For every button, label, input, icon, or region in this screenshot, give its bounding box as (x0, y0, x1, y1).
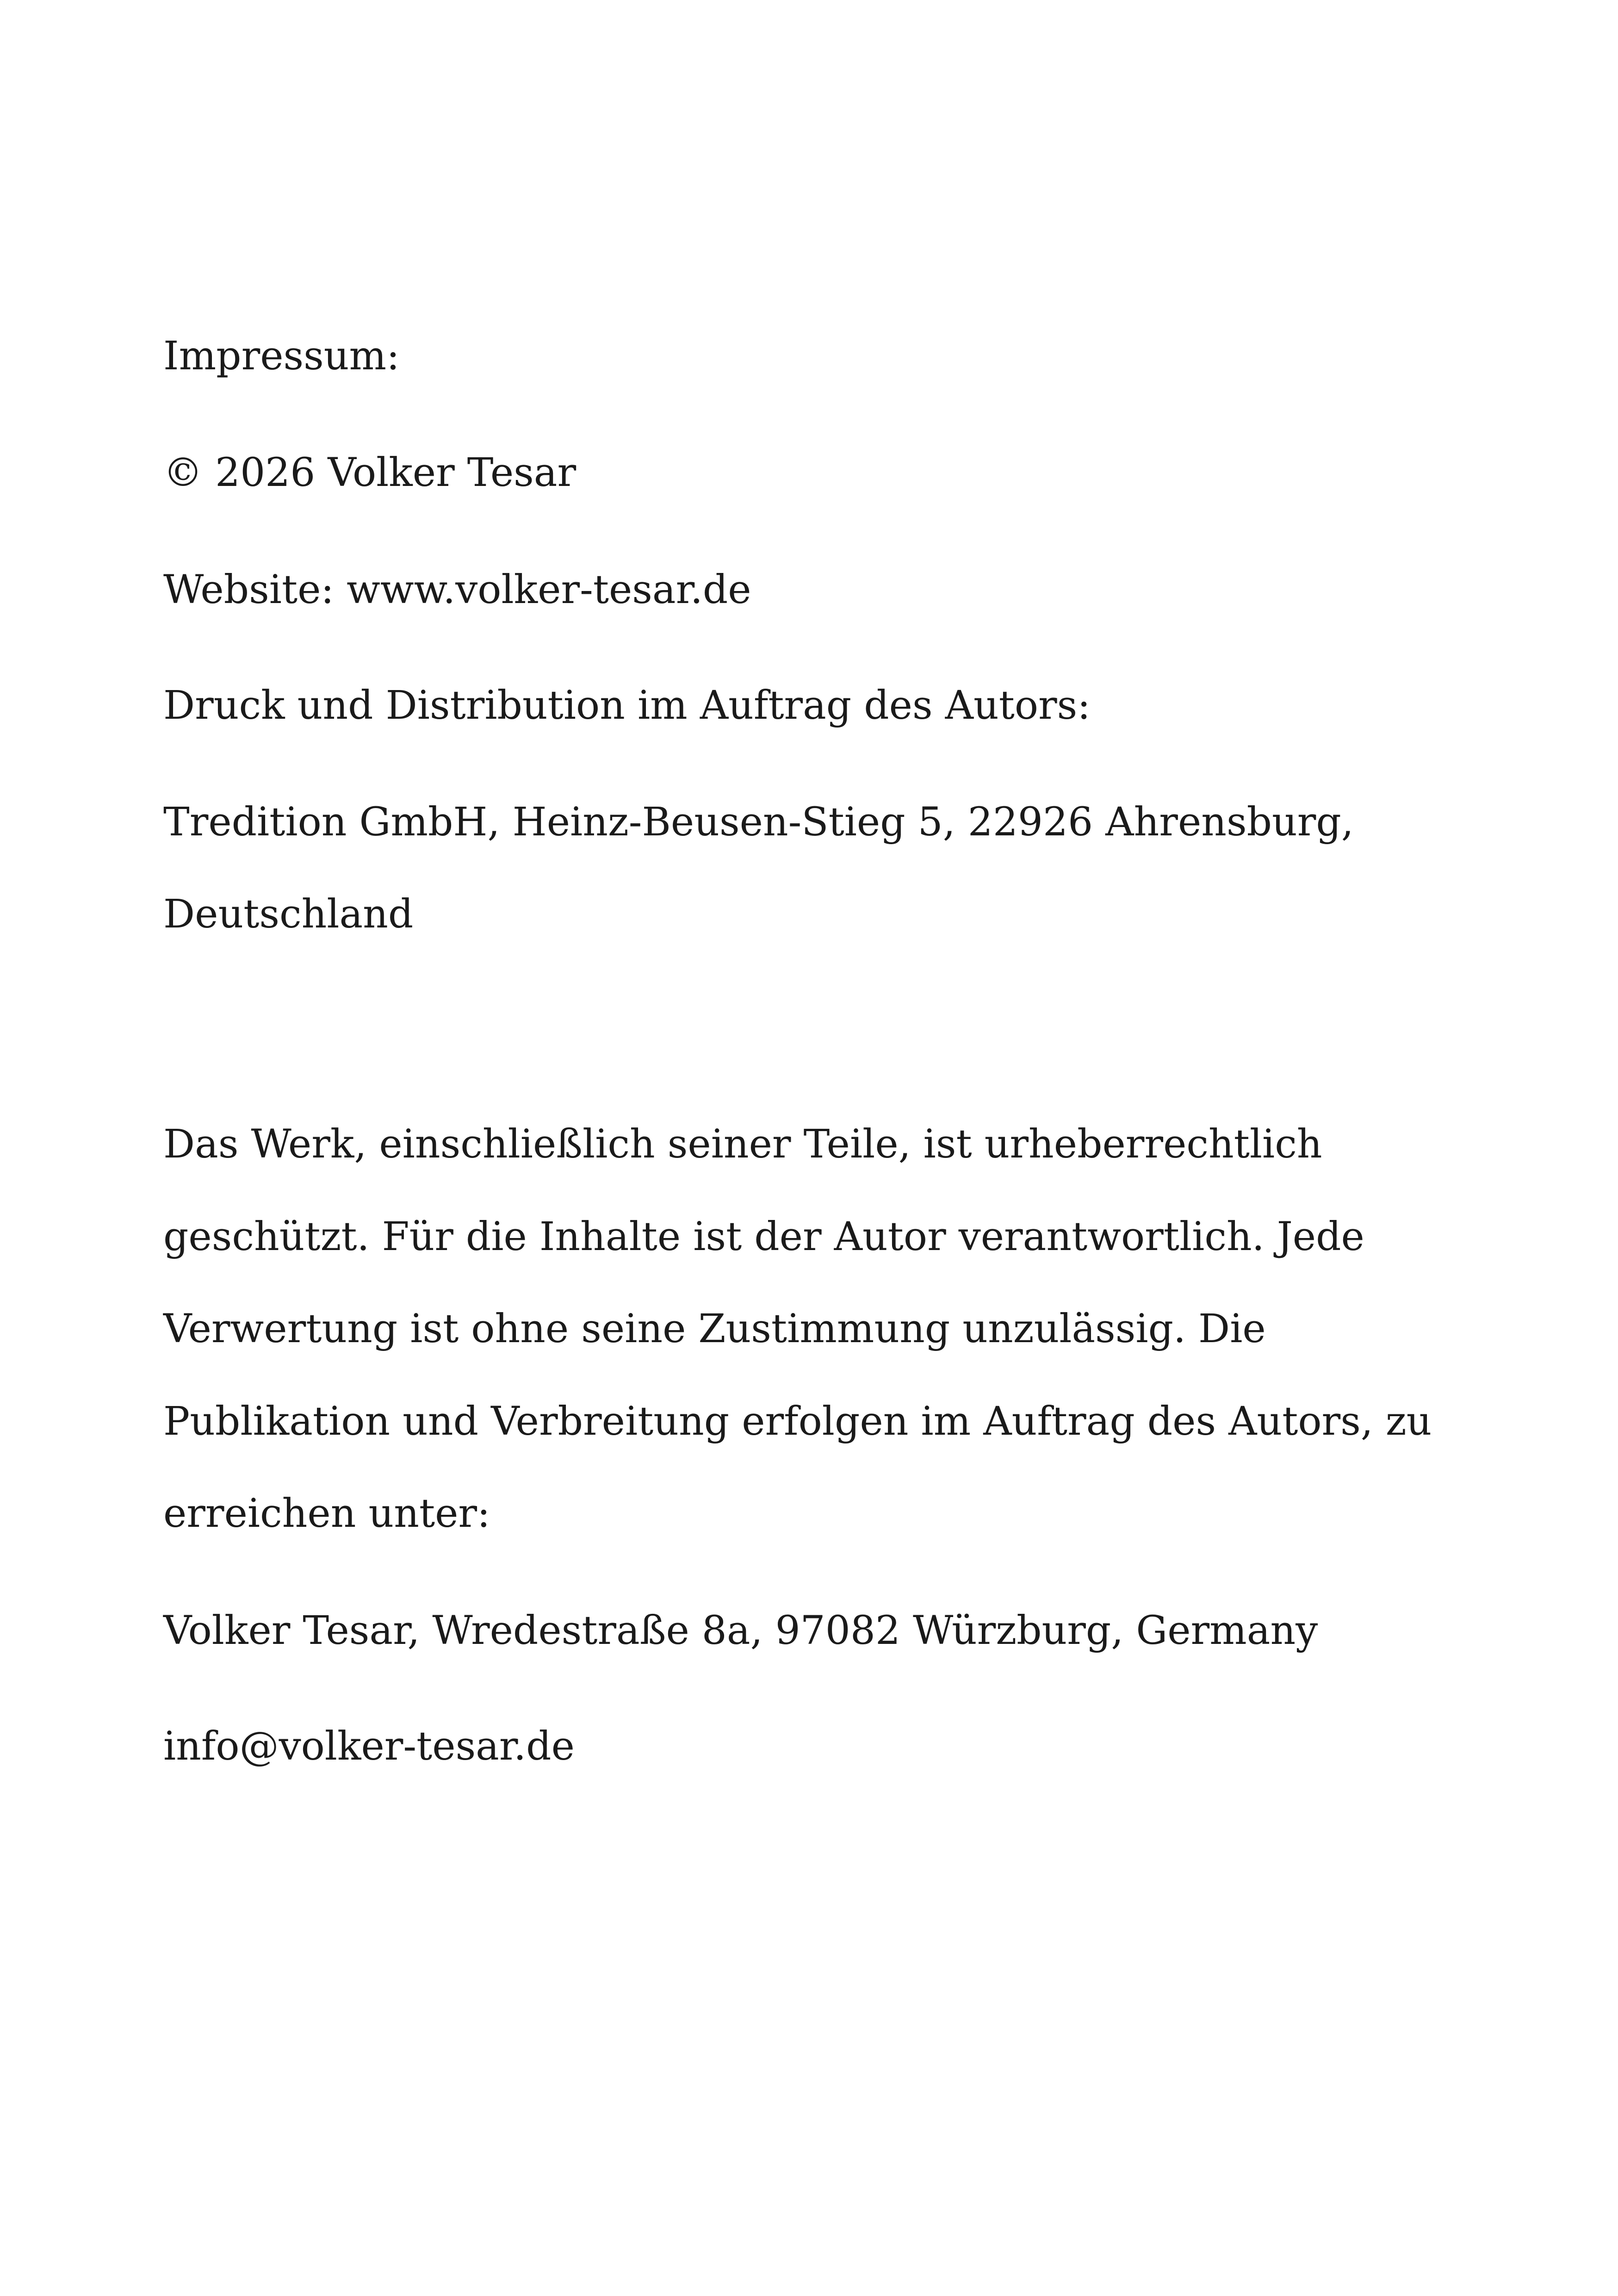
printer-address-line-2: Deutschland (163, 891, 414, 937)
rights-notice-line: Verwertung ist ohne seine Zustimmung unzulässig. Die (163, 1306, 1266, 1352)
rights-notice-line: geschützt. Für die Inhalte ist der Autor verantwortlich. Jede (163, 1214, 1364, 1260)
contact-email: info@volker-tesar.de (163, 1724, 575, 1769)
copyright-notice: © 2026 Volker Tesar (163, 450, 577, 496)
contact-address: Volker Tesar, Wredestraße 8a, 97082 Würzburg, Germany (163, 1608, 1318, 1654)
rights-notice-line: erreichen unter: (163, 1491, 490, 1537)
website-line: Website: www.volker-tesar.de (163, 567, 751, 613)
printing-label: Druck und Distribution im Auftrag des Autors: (163, 683, 1091, 728)
printer-address-line-1: Tredition GmbH, Heinz-Beusen-Stieg 5, 22926 Ahrensburg, (163, 799, 1354, 845)
imprint-heading: Impressum: (163, 333, 400, 379)
rights-notice-line: Publikation und Verbreitung erfolgen im Auftrag des Autors, zu (163, 1399, 1432, 1444)
rights-notice-line: Das Werk, einschließlich seiner Teile, ist urheberrechtlich (163, 1121, 1322, 1167)
